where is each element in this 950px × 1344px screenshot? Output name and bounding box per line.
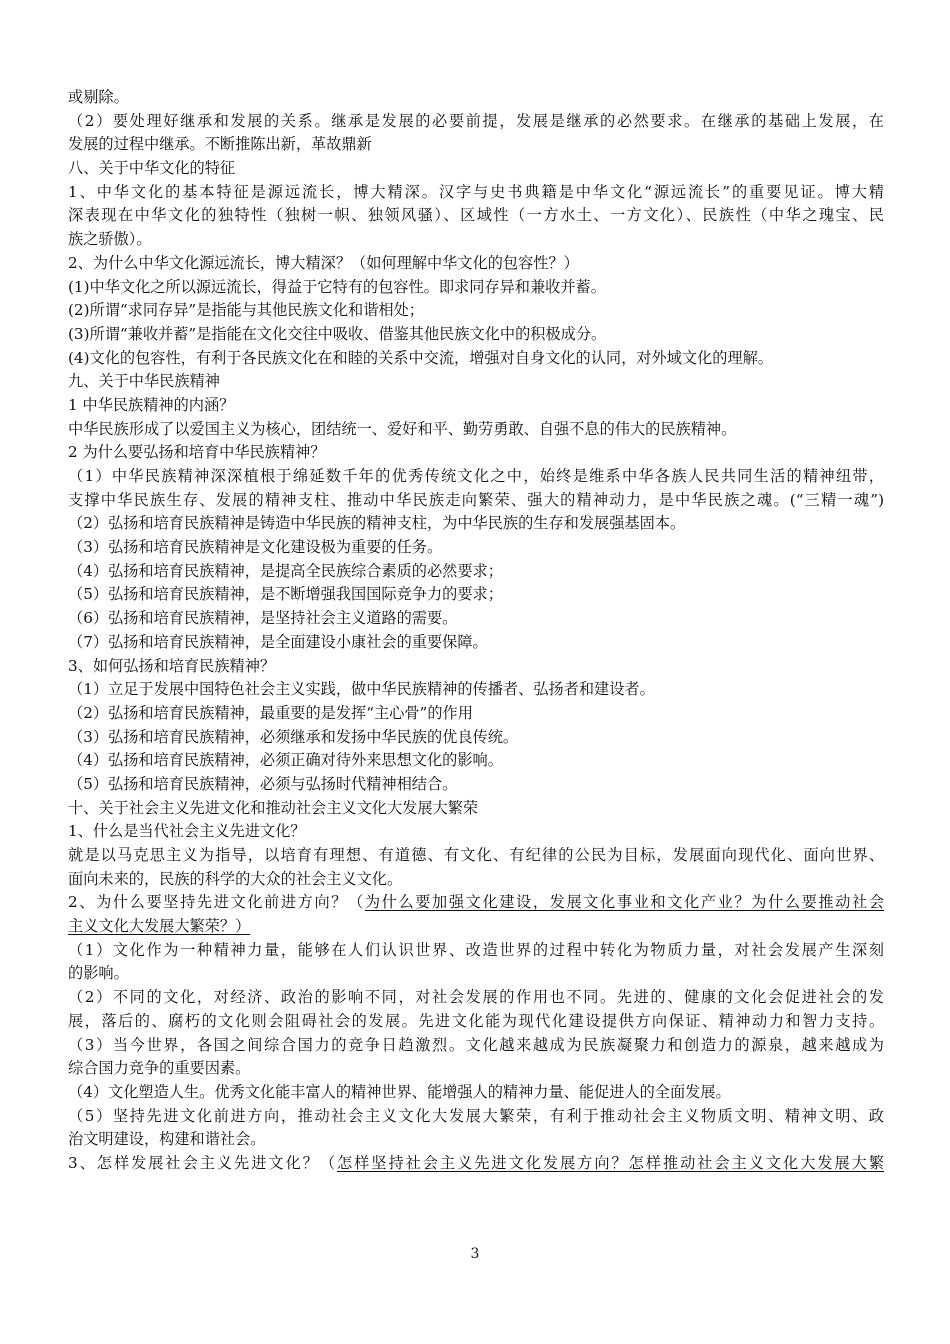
line-text: 3、怎样发展社会主义先进文化？（ — [68, 1153, 337, 1172]
text-line — [68, 394, 884, 418]
text-line — [68, 655, 884, 679]
line-text: （3）弘扬和培育民族精神，必须继承和发扬中华民族的优良传统。 — [68, 727, 519, 746]
text-line — [68, 86, 884, 110]
line-text: 或剔除。 — [68, 88, 129, 106]
text-line — [68, 773, 884, 797]
text-line — [68, 323, 884, 347]
text-line — [68, 607, 884, 631]
line-text: (4)文化的包容性，有利于各民族文化在和睦的关系中交流，增强对自身文化的认同，对外域文化的理解。 — [68, 348, 773, 367]
text-line — [68, 1152, 884, 1176]
text-line — [68, 631, 884, 655]
line-text: 族之骄傲）。 — [68, 230, 152, 249]
text-line — [68, 1010, 884, 1034]
line-text: (3)所谓“兼收并蓄”是指能在文化交往中吸收、借鉴其他民族文化中的积极成分。 — [68, 324, 607, 343]
text-line — [68, 560, 884, 584]
text-line — [68, 1034, 884, 1058]
text-line — [68, 1105, 884, 1129]
line-text: 2 为什么要弘扬和培育中华民族精神？ — [68, 443, 326, 462]
text-line — [68, 749, 884, 773]
underlined-question: 主义文化大发展大繁荣？） — [68, 917, 251, 936]
text-line — [68, 678, 884, 702]
page-number: 3 — [470, 1246, 480, 1262]
text-line — [68, 820, 884, 844]
text-line — [68, 868, 884, 892]
text-line — [68, 844, 884, 868]
line-text: 九、关于中华民族精神 — [68, 372, 220, 391]
text-line — [68, 702, 884, 726]
line-text: （2）弘扬和培育民族精神是铸造中华民族的精神支柱，为中华民族的生存和发展强基固本。 — [68, 514, 686, 533]
text-line — [68, 157, 884, 181]
text-line — [68, 1057, 884, 1081]
text-line — [68, 726, 884, 750]
line-text: 展，落后的、腐朽的文化则会阻碍社会的发展。先进文化能为现代化建设提供方向保证、精神动力和智力支持。 — [68, 1011, 884, 1030]
line-text: 2、为什么要坚持先进文化前进方向？（ — [68, 893, 365, 912]
text-line — [68, 133, 884, 157]
line-text: 的影响。 — [68, 964, 129, 983]
text-line — [68, 441, 884, 465]
line-text: （4）弘扬和培育民族精神，是提高全民族综合素质的必然要求； — [68, 561, 503, 580]
line-text: (2)所谓“求同存异”是指能与其他民族文化和谐相处； — [68, 301, 424, 320]
line-text: 八、关于中华文化的特征 — [68, 159, 236, 178]
underlined-question: 为什么要加强文化建设，发展文化事业和文化产业？为什么要推动社会 — [364, 893, 884, 912]
underlined-question: 怎样坚持社会主义先进文化发展方向？怎样推动社会主义文化大发展大繁 — [336, 1153, 884, 1172]
text-line — [68, 536, 884, 560]
line-text: 十、关于社会主义先进文化和推动社会主义文化大发展大繁荣 — [68, 798, 479, 817]
line-text: 1、中华文化的基本特征是源远流长，博大精深。汉字与史书典籍是中华文化“源远流长”的重要见证。博大精 — [68, 182, 884, 201]
line-text: 面向未来的，民族的科学的大众的社会主义文化。 — [68, 869, 403, 888]
text-line — [68, 276, 884, 300]
line-text: 发展的过程中继承。不断推陈出新，革故鼎新 — [68, 135, 372, 154]
line-text: （1）立足于发展中国特色社会主义实践，做中华民族精神的传播者、弘扬者和建设者。 — [68, 680, 655, 699]
line-text: 就是以马克思主义为指导，以培育有理想、有道德、有文化、有纪律的公民为目标，发展面向现代化、面向世界、 — [68, 846, 884, 864]
text-line — [68, 110, 884, 134]
text-line — [68, 370, 884, 394]
line-text: 3、如何弘扬和培育民族精神？ — [68, 656, 276, 675]
text-line — [68, 512, 884, 536]
line-text: （4）弘扬和培育民族精神，必须正确对待外来思想文化的影响。 — [68, 751, 503, 770]
line-text: （1）中华民族精神深深植根于绵延数千年的优秀传统文化之中，始终是维系中华各族人民共同生活的精神纽带， — [68, 467, 884, 485]
text-line — [68, 181, 884, 205]
line-text: （5）弘扬和培育民族精神，必须与弘扬时代精神相结合。 — [68, 774, 458, 793]
line-text: （6）弘扬和培育民族精神，是坚持社会主义道路的需要。 — [68, 609, 458, 628]
text-line — [68, 583, 884, 607]
text-line — [68, 1081, 884, 1105]
line-text: （2）不同的文化，对经济、政治的影响不同，对社会发展的作用也不同。先进的、健康的文化会促进社会的发 — [68, 988, 884, 1007]
line-text: 综合国力竞争的重要因素。 — [68, 1059, 251, 1078]
line-text: （3）弘扬和培育民族精神是文化建设极为重要的任务。 — [68, 538, 443, 557]
text-line — [68, 252, 884, 276]
line-text: (1)中华文化之所以源远流长，得益于它特有的包容性。即求同存异和兼收并蓄。 — [68, 277, 606, 296]
line-text: （7）弘扬和培育民族精神，是全面建设小康社会的重要保障。 — [68, 632, 488, 651]
text-line — [68, 915, 884, 939]
text-line — [68, 797, 884, 821]
text-line — [68, 891, 884, 915]
line-text: （5）弘扬和培育民族精神，是不断增强我国国际竞争力的要求； — [68, 585, 503, 604]
line-text: 支撑中华民族生存、发展的精神支柱、推动中华民族走向繁荣、强大的精神动力，是中华民族之魂。(“三精一魂”) — [68, 490, 884, 509]
line-text: 中华民族形成了以爱国主义为核心，团结统一、爱好和平、勤劳勇敢、自强不息的伟大的民族精神。 — [68, 419, 737, 438]
text-line — [68, 1128, 884, 1152]
line-text: （1）文化作为一种精神力量，能够在人们认识世界、改造世界的过程中转化为物质力量，对社会发展产生深刻 — [68, 940, 884, 959]
text-line — [68, 939, 884, 963]
text-line — [68, 418, 884, 442]
text-line — [68, 299, 884, 323]
text-line — [68, 489, 884, 513]
line-text: （2）要处理好继承和发展的关系。继承是发展的必要前提，发展是继承的必然要求。在继承的基础上发展，在 — [68, 111, 884, 130]
line-text: （2）弘扬和培育民族精神，最重要的是发挥“主心骨”的作用 — [68, 703, 473, 722]
text-line — [68, 204, 884, 228]
text-line — [68, 962, 884, 986]
line-text: 治文明建设，构建和谐社会。 — [68, 1130, 266, 1149]
line-text: （3）当今世界，各国之间综合国力的竞争日趋激烈。文化越来越成为民族凝聚力和创造力的源泉，越来越成为 — [68, 1035, 884, 1054]
text-line — [68, 465, 884, 489]
text-line — [68, 347, 884, 371]
line-text: （4）文化塑造人生。优秀文化能丰富人的精神世界、能增强人的精神力量、能促进人的全面发展。 — [68, 1082, 731, 1101]
line-text: 1、什么是当代社会主义先进文化？ — [68, 822, 306, 841]
line-text: 1 中华民族精神的内涵？ — [68, 395, 235, 414]
line-text: 深表现在中华文化的独特性（独树一帜、独领风骚）、区域性（一方水土、一方文化）、民族性（中华之瑰宝、民 — [68, 206, 884, 225]
text-line — [68, 228, 884, 252]
line-text: （5）坚持先进文化前进方向，推动社会主义文化大发展大繁荣，有利于推动社会主义物质文明、精神文明、政 — [68, 1106, 884, 1125]
document-body — [68, 86, 884, 1176]
line-text: 2、为什么中华文化源远流长，博大精深？（如何理解中华文化的包容性？） — [68, 253, 579, 272]
text-line — [68, 986, 884, 1010]
